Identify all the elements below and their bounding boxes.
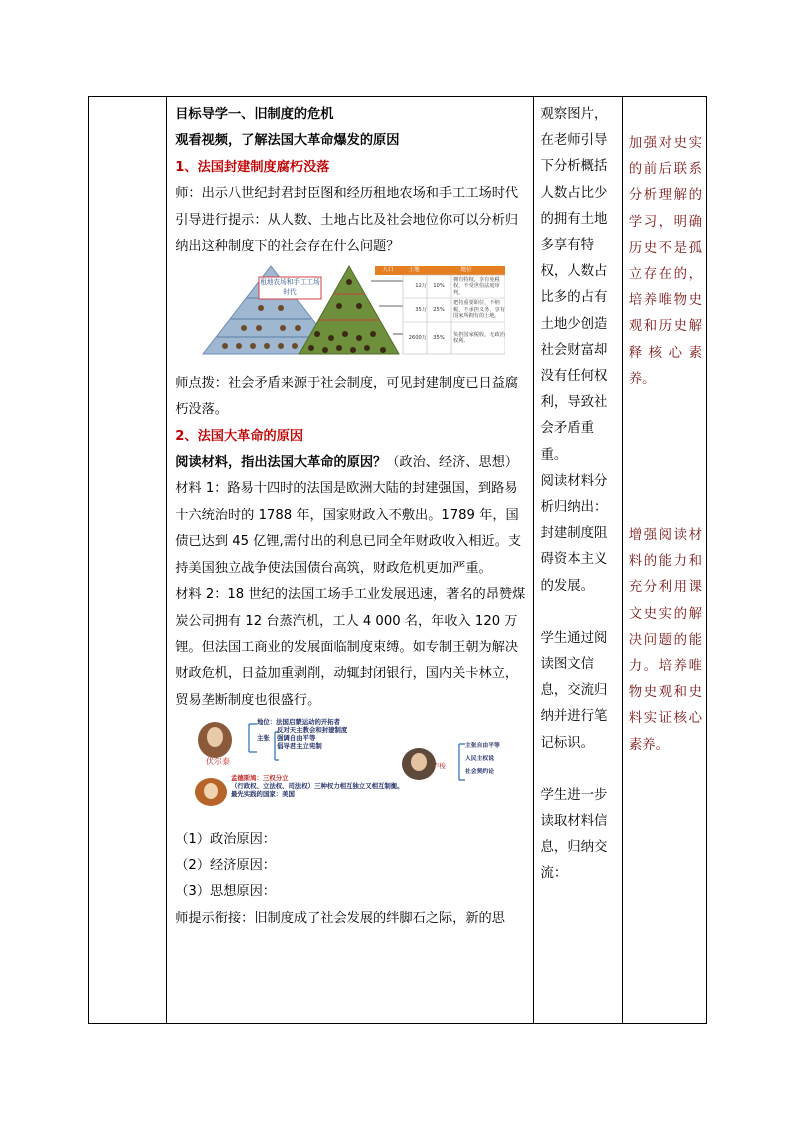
design-intent-cell [622, 97, 706, 1024]
reading-task [175, 450, 527, 476]
student-activity-4: 学生进一步读取材料信息，归纳交流： [540, 787, 608, 882]
design-intent-1: 加强对史实的前后联系分析理解的学习，明确历史不是孤立存在的，培养唯物史观和历史解释核心素养。 [628, 136, 702, 387]
material-1: 材料 1：路易十四时的法国是欧洲大陆的封建强国，到路易十六统治时的 1788 年，国家财政入不敷出。1789 年，国债已达到 45 亿锂,需付出的利息已同全年财政收入相近。支持美国独立战争使法国债台高筑，财政危机更加严重。 [175, 481, 522, 576]
rousseau-claim-2: 人民主权说 [465, 756, 495, 763]
banner-text: 租地农场和手工工场时代 [260, 278, 320, 297]
section-heading: 目标导学一、旧制度的危机 [175, 107, 334, 122]
teacher-hint: 师点拨：社会矛盾来源于社会制度，可见封建制度已日益腐朽没落。 [175, 375, 519, 418]
row2-status: 把持重要职位，不纳税，不承担义务，享有国家所拥有的土地。 [453, 300, 506, 320]
design-intent-2: 增强阅读材料的能力和充分利用课文史实的解决问题的能力。培养唯物史观和史料实证核心素养。 [628, 528, 702, 753]
enlightenment-figure [193, 718, 513, 814]
student-activity-2: 阅读材料分析归纳出：封建制度阻碍资本主义的发展。 [540, 473, 608, 594]
feudal-pyramid-figure [199, 264, 505, 356]
table-header-population: 人口 [382, 267, 394, 274]
voltaire-claim-3: 倡导君主立宪制 [277, 742, 322, 751]
row3-land: 35% [433, 335, 446, 342]
voltaire-role-label: 地位： [257, 718, 277, 727]
student-activity-3: 学生通过阅读图文信息，交流归纳并进行笔记标识。 [540, 630, 608, 751]
voltaire-name: 伏尔泰 [206, 757, 231, 767]
blank-column [89, 97, 167, 1024]
voltaire-claim-label: 主张 [257, 734, 271, 743]
student-activity-1: 观察图片，在老师引导下分析概括人数占比少的拥有土地多享有特权，人数占比多的占有土地少创造社会财富却没有任何权利，导致社会矛盾重重。 [540, 107, 608, 463]
voltaire-claim-1: 反对天主教会和封建制度 [277, 726, 348, 735]
reading-task-question: 阅读材料，指出法国大革命的原因？ [175, 455, 387, 471]
row3-status: 负担国家税收，无政治权利。 [453, 332, 506, 345]
teacher-transition: 师提示衔接：旧制度成了社会发展的绊脚石之际，新的思 [175, 910, 505, 926]
row2-land: 25% [433, 307, 446, 314]
question-political: （1）政治原因： [175, 831, 276, 847]
subsection-1-title: 1、法国封建制度腐朽没落 [175, 159, 330, 175]
task-line: 观看视频，了解法国大革命爆发的原因 [175, 133, 400, 149]
row1-population: 12万 [415, 283, 428, 290]
teacher-prompt: 师：出示八世纪封君封臣图和经历租地农场和手工工场时代引导进行提示：从人数、土地占比及社会地位你可以分析归纳出这种制度下的社会存在什么问题？ [175, 186, 519, 255]
voltaire-role: 法国启蒙运动的开拓者 [276, 718, 341, 727]
rousseau-name: 卢梭 [433, 762, 447, 771]
reading-task-note: （政治、经济、思想） [386, 455, 519, 471]
material-2: 材料 2：18 世纪的法国工场手工业发展迅速，著名的昂赞煤炭公司拥有 12 台蒸汽机，工人 4 000 名，年收入 120 万锂。但法国工商业的发展面临制度束缚。如专制王朝为解决财政危机，日益加重剥削，动辄封闭银行，国内关卡林立，贸易垄断制度也很盛行。 [175, 587, 526, 708]
question-ideological: （3）思想原因： [175, 884, 276, 900]
table-header-land: 土地 [408, 267, 420, 274]
row1-status: 拥有特权，享有免税权，不受世俗法庭审判。 [453, 277, 500, 297]
lesson-plan-table [88, 96, 707, 1024]
montesquieu-text: （行政权、立法权、司法权）三种权力相互独立又相互制衡。 [231, 782, 404, 791]
montesquieu-country: 最先实践的国家：美国 [231, 790, 296, 799]
teaching-process-cell [167, 97, 534, 1024]
rousseau-claim-1: 主张自由平等 [465, 743, 501, 750]
montesquieu-label: 孟德斯鸠：三权分立 [231, 774, 289, 783]
subsection-2-title: 2、法国大革命的原因 [175, 428, 304, 444]
rousseau-claim-3: 社会契约论 [465, 769, 495, 776]
student-activity-cell [534, 97, 622, 1024]
table-header-status: 地位 [460, 267, 472, 274]
row3-population: 2600万 [408, 335, 428, 342]
question-economic: （2）经济原因： [175, 857, 276, 873]
row2-population: 35万 [415, 307, 428, 314]
row1-land: 10% [433, 283, 446, 290]
voltaire-claim-2: 强调自由平等 [277, 734, 316, 743]
